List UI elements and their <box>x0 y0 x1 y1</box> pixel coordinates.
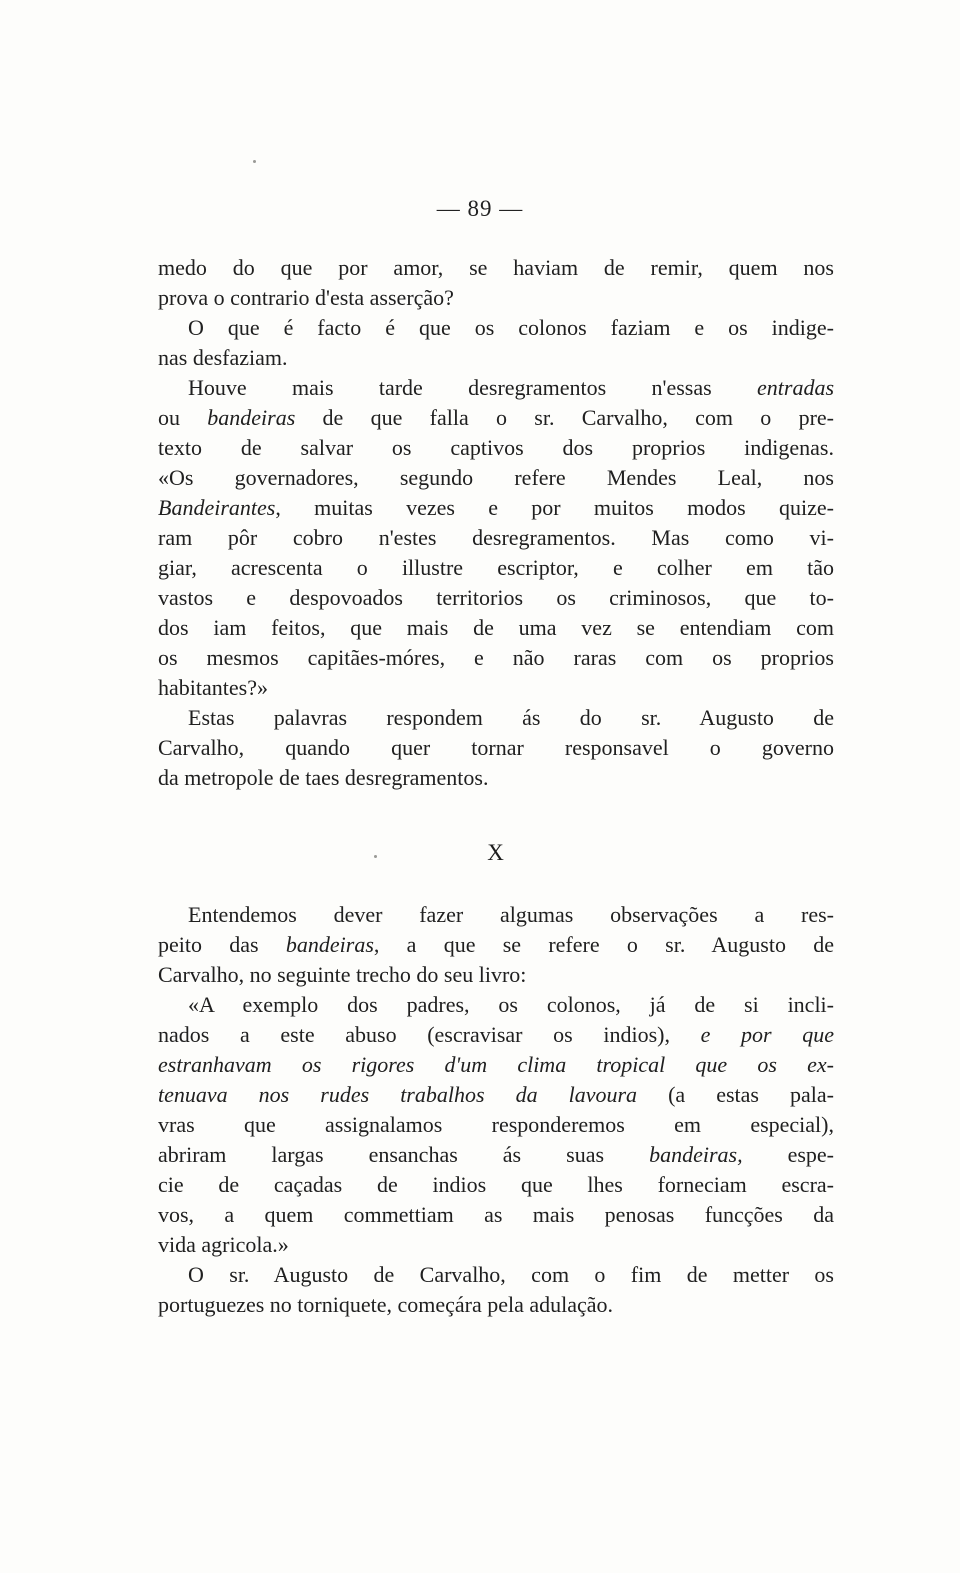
paragraph <box>158 1260 834 1320</box>
text-line <box>158 343 834 373</box>
scan-speck <box>253 160 256 163</box>
regular-text: O que é facto é que os colonos faziam e os indige- <box>188 315 834 340</box>
text-line <box>158 930 834 960</box>
regular-text: ou <box>158 405 208 430</box>
italic-text: bandeiras <box>207 405 296 430</box>
regular-text: abriram largas ensanchas ás suas <box>158 1142 650 1167</box>
text-line <box>158 1020 834 1050</box>
text-line <box>158 673 834 703</box>
page-number: — 89 — <box>436 196 524 221</box>
italic-text: Bandeirantes <box>158 495 276 520</box>
regular-text: da metropole de taes desregramentos. <box>158 765 489 790</box>
regular-text: «A exemplo dos padres, os colonos, já de si incli- <box>188 992 834 1017</box>
text-line <box>158 463 834 493</box>
text-line <box>158 643 834 673</box>
regular-text: portuguezes no torniquete, começára pela adulação. <box>158 1292 614 1317</box>
regular-text: , muitas vezes e por muitos modos quize- <box>275 495 834 520</box>
regular-text: prova o contrario d'esta asserção? <box>158 285 454 310</box>
regular-text: espe- <box>742 1142 835 1167</box>
regular-text: Carvalho, quando quer tornar responsavel o governo <box>158 735 834 760</box>
text-content <box>158 253 834 1320</box>
regular-text: texto de salvar os captivos dos proprios indigenas. <box>158 435 834 460</box>
text-line <box>158 1140 834 1170</box>
regular-text: O sr. Augusto de Carvalho, com o fim de metter os <box>188 1262 834 1287</box>
text-line <box>158 1230 834 1260</box>
text-line <box>158 1200 834 1230</box>
text-line <box>158 900 834 930</box>
italic-text: tenuava nos rudes trabalhos da lavoura <box>158 1082 638 1107</box>
regular-text: , a que se refere o sr. Augusto de <box>373 932 834 957</box>
text-line <box>158 990 834 1020</box>
text-line <box>158 613 834 643</box>
regular-text: Entendemos dever fazer algumas observações a res- <box>188 902 834 927</box>
regular-text: vastos e despovoados territorios os criminosos, que to- <box>158 585 834 610</box>
regular-text: giar, acrescenta o illustre escriptor, e colher em tão <box>158 555 834 580</box>
text-line <box>158 283 834 313</box>
paragraph <box>158 253 834 313</box>
italic-text: entradas <box>757 375 834 400</box>
regular-text: Carvalho, no seguinte trecho do seu livro: <box>158 962 527 987</box>
regular-text: cie de caçadas de indios que lhes forneciam escra- <box>158 1172 834 1197</box>
paragraph <box>158 990 834 1260</box>
regular-text: vras que assignalamos responderemos em especial), <box>158 1112 834 1137</box>
text-line <box>158 1080 834 1110</box>
paragraph <box>158 373 834 703</box>
regular-text: dos iam feitos, que mais de uma vez se entendiam com <box>158 615 834 640</box>
text-line <box>158 1110 834 1140</box>
regular-text: ram pôr cobro n'estes desregramentos. Mas como vi- <box>158 525 834 550</box>
regular-text: Houve mais tarde desregramentos n'essas <box>188 375 757 400</box>
text-line <box>158 1050 834 1080</box>
text-line <box>158 1170 834 1200</box>
regular-text: (a estas pala- <box>637 1082 834 1107</box>
regular-text: vos, a quem commettiam as mais penosas funcções da <box>158 1202 834 1227</box>
text-line <box>158 433 834 463</box>
text-line <box>158 373 834 403</box>
italic-text: bandeiras, <box>649 1142 743 1167</box>
regular-text: medo do que por amor, se haviam de remir, quem nos <box>158 255 834 280</box>
text-line <box>158 313 834 343</box>
italic-text: bandeiras <box>285 932 374 957</box>
paragraph <box>158 900 834 990</box>
text-line <box>158 763 834 793</box>
italic-text: estranhavam os rigores d'um clima tropical que os ex- <box>158 1052 834 1077</box>
text-line <box>158 960 834 990</box>
regular-text: nados a este abuso (escravisar os indios), <box>158 1022 701 1047</box>
regular-text: os mesmos capitães-móres, e não raras com os proprios <box>158 645 834 670</box>
regular-text: habitantes?» <box>158 675 268 700</box>
paragraph <box>158 313 834 373</box>
regular-text: vida agricola.» <box>158 1232 289 1257</box>
text-line <box>158 523 834 553</box>
text-line <box>158 1260 834 1290</box>
text-line <box>158 253 834 283</box>
regular-text: peito das <box>158 932 286 957</box>
text-line <box>158 553 834 583</box>
italic-text: e por que <box>700 1022 834 1047</box>
regular-text: de que falla o sr. Carvalho, com o pre- <box>295 405 835 430</box>
regular-text: nas desfaziam. <box>158 345 288 370</box>
text-line <box>158 583 834 613</box>
regular-text: Estas palavras respondem ás do sr. Augusto de <box>188 705 834 730</box>
text-line <box>158 1290 834 1320</box>
text-line <box>158 403 834 433</box>
section-heading: X <box>487 840 505 865</box>
regular-text: «Os governadores, segundo refere Mendes Leal, nos <box>158 465 834 490</box>
text-line <box>158 703 834 733</box>
text-line <box>158 733 834 763</box>
text-line <box>158 493 834 523</box>
paragraph <box>158 703 834 793</box>
